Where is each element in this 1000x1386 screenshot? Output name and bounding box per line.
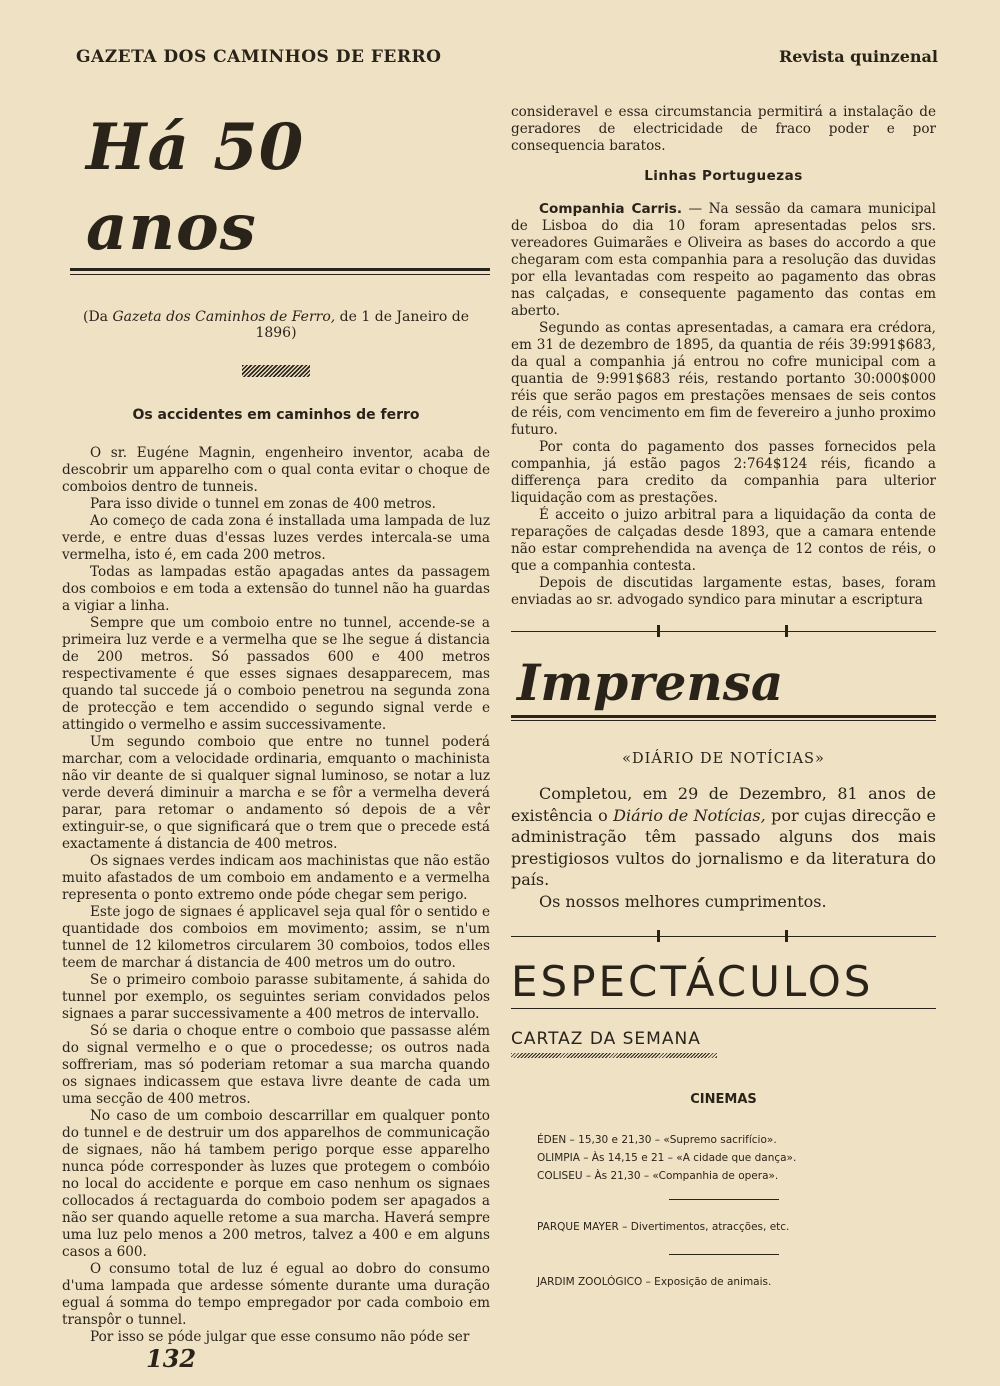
journal-name: GAZETA DOS CAMINHOS DE FERRO bbox=[76, 47, 442, 67]
espectaculos-rule bbox=[511, 1008, 936, 1009]
body-paragraph: Os signaes verdes indicam aos machinistas que não estão muito afastados de um comboio em andamento e a vermelha representa o ponto extremo onde póde chegar sem perigo. bbox=[62, 853, 490, 903]
journal-periodicity: Revista quinzenal bbox=[778, 47, 938, 66]
body-paragraph: Se o primeiro comboio parasse subitamente, á sahida do tunnel por exemplo, os seguintes seriam convidados pelos signaes a parar successivamente a 400 metros de intervallo. bbox=[62, 972, 490, 1022]
body-paragraph: Segundo as contas apresentadas, a camara era crédora, em 31 de dezembro de 1895, da quantia de réis 39:991$683, da qual a companhia já entrou no cofre municipal com a quantia de 9:991$683 réis, restando portanto 30:000$000 réis que serão pagos em prestações mensaes de seis contos de réis, com vencimento em fim de fevereiro a junho proximo futuro. bbox=[511, 320, 936, 438]
right-column bbox=[511, 104, 936, 1291]
body-paragraph: É acceito o juizo arbitral para a liquidação da conta de reparações de calçadas desde 1893, que a camara entende não estar comprehendida na avença de 12 contos de réis, o que a companhia contesta. bbox=[511, 507, 936, 574]
body-paragraph: Sempre que um comboio entre no tunnel, accende-se a primeira luz verde e a vermelha que se lhe segue á distancia de 200 metros. Só passados 600 e 400 metros respectivamente é que esses signaes desapparecem, mas quando tal succede já o comboio penetrou na segunda zona de protecção e tem accendido o segundo signal verde e attingido o vermelho e assim successivamente. bbox=[62, 615, 490, 733]
body-paragraph: O consumo total de luz é egual ao dobro do consumo d'uma lampada que ardesse sómente durante uma duração egual á somma do tempo empregador por cada comboio em transpôr o tunnel. bbox=[62, 1261, 490, 1328]
dn-closing: Os nossos melhores cumprimentos. bbox=[539, 891, 827, 911]
listing-item: ÉDEN – 15,30 e 21,30 – «Supremo sacrifício». bbox=[537, 1134, 777, 1146]
imprensa-rule bbox=[511, 715, 936, 721]
body-paragraph: No caso de um comboio descarrillar em qualquer ponto do tunnel e de destruir um dos apparelhos de communicação de signaes, não há tambem perigo porque esse apparelho nunca póde corresponder às luzes que protegem o combóio no local do accidente e porque em caso nenhum os signaes collocados á rectaguarda do comboio podem ser apagados a não ser quando aquelle retome a sua marcha. Haverá sempre uma luz pelo menos a 200 metros, talvez a 400 e em alguns casos a 600. bbox=[62, 1108, 490, 1260]
cinema-listings bbox=[511, 1131, 936, 1185]
jardim-listing: JARDIM ZOOLÓGICO – Exposição de animais. bbox=[537, 1276, 772, 1288]
imprensa-title: Imprensa bbox=[517, 653, 784, 712]
cartaz-heading: CARTAZ DA SEMANA bbox=[511, 1029, 701, 1049]
left-column bbox=[62, 108, 490, 1346]
body-paragraph: Por isso se póde julgar que esse consumo não póde ser bbox=[90, 1329, 470, 1345]
parque-listing: PARQUE MAYER – Divertimentos, atracções, etc. bbox=[537, 1221, 790, 1233]
listing-item: COLISEU – Às 21,30 – «Companhia de opera». bbox=[537, 1170, 779, 1182]
article-title: Há 50 anos bbox=[86, 110, 305, 265]
section-separator bbox=[511, 930, 936, 944]
page-number: 132 bbox=[146, 1344, 197, 1373]
body-paragraph: Para isso divide o tunnel em zonas de 400 metros. bbox=[90, 496, 436, 512]
body-paragraph: Por conta do pagamento dos passes fornecidos pela companhia, já estão pagos 2:764$124 réis, ficando a differença para credito da companhia para ulterior liquidação com as prestações. bbox=[511, 439, 936, 506]
cinemas-heading: CINEMAS bbox=[690, 1092, 757, 1107]
body-paragraph: Este jogo de signaes é applicavel seja qual fôr o sentido e quantidade dos comboios em movimento; assim, se n'um tunnel de 12 kilometros circularem 30 comboios, todos elles teem de marchar á distancia de 400 metros um do outro. bbox=[62, 904, 490, 971]
body-paragraph: Ao começo de cada zona é installada uma lampada de luz verde, e entre duas d'essas luzes verdes intercala-se uma vermelha, isto é, em cada 200 metros. bbox=[62, 513, 490, 563]
body-paragraph: Depois de discutidas largamente estas, bases, foram enviadas ao sr. advogado syndico para minutar a escriptura bbox=[511, 575, 936, 608]
body-paragraph: Companhia Carris. — Na sessão da camara municipal de Lisboa do dia 10 foram apresentadas pelos srs. vereadores Guimarães e Oliveira as bases do accordo a que chegaram com esta companhia para a resolução das duvidas por ella levantadas com respeito ao pagamento das obras nas calçadas, e consequente pagamento das contas em aberto. bbox=[511, 201, 936, 319]
listing-rule bbox=[669, 1254, 779, 1255]
cartaz-underline bbox=[511, 1053, 717, 1058]
listing-item: OLIMPIA – Às 14,15 e 21 – «A cidade que dança». bbox=[537, 1152, 797, 1164]
body-paragraph: Um segundo comboio que entre no tunnel poderá marchar, com a velocidade ordinaria, emquanto o machinista não vir deante de si qualquer signal luminoso, se notar a luz verde deverá diminuir a marcha e se fôr a vermelha deverá parar, para retomar o andamento só depois de a vêr extinguir-se, o que significará que o trem que o precede está exactamente á distancia de 400 metros. bbox=[62, 734, 490, 852]
article-source: (Da Gazeta dos Caminhos de Ferro, de 1 de Janeiro de 1896) bbox=[83, 309, 469, 341]
section-separator bbox=[511, 625, 936, 639]
carris-label: Companhia Carris. bbox=[539, 201, 682, 217]
hatch-ornament bbox=[242, 365, 310, 377]
dn-newspaper-name: Diário de Notícias, bbox=[613, 805, 766, 825]
dn-heading: «DIÁRIO DE NOTÍCIAS» bbox=[622, 751, 825, 767]
body-paragraph: Todas as lampadas estão apagadas antes da passagem dos comboios e em toda a extensão do tunnel não ha guardas a vigiar a linha. bbox=[62, 564, 490, 614]
title-rule bbox=[70, 268, 490, 275]
body-paragraph: Só se daria o choque entre o comboio que passasse além do signal vermelho e o que o procedesse; os outros nada soffreriam, mas só poderiam retomar a sua marcha quando os signaes indicassem que estava livre deante de cada um uma secção de 400 metros. bbox=[62, 1023, 490, 1107]
source-publication: Gazeta dos Caminhos de Ferro, bbox=[112, 309, 336, 325]
listing-rule bbox=[669, 1199, 779, 1200]
article-subtitle: Os accidentes em caminhos de ferro bbox=[132, 407, 420, 423]
dn-paragraph: Completou, em 29 de Dezembro, 81 anos de existência o Diário de Notícias, por cujas direcção e administração têm passado alguns dos mais prestigiosos vultos do jornalismo e da literatura do país. bbox=[511, 784, 936, 889]
article-body bbox=[62, 445, 490, 1346]
continuation-paragraph: consideravel e essa circumstancia permitirá a instalação de geradores de electricidade de fraco poder e por consequencia baratos. bbox=[511, 104, 936, 154]
espectaculos-title: ESPECTÁCULOS bbox=[511, 957, 874, 1006]
body-paragraph: O sr. Eugéne Magnin, engenheiro inventor, acaba de descobrir um apparelho com o qual conta evitar o choque de comboios dentro de tunneis. bbox=[62, 445, 490, 495]
section-heading: Linhas Portuguezas bbox=[644, 168, 803, 184]
